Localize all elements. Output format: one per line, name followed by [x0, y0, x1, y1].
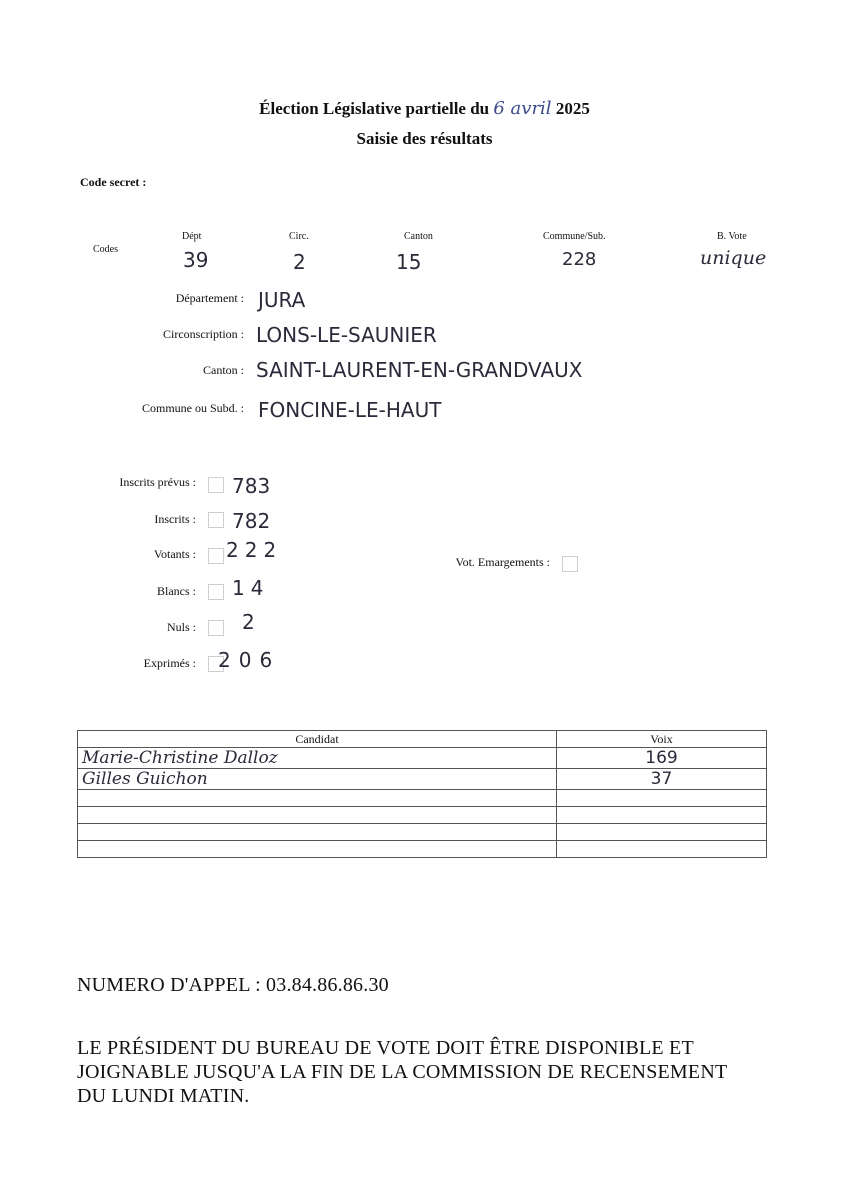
- candidate-name: Marie-Christine Dalloz: [78, 748, 557, 769]
- results-table: [77, 730, 767, 858]
- phone-line: NUMERO D'APPEL : 03.84.86.86.30: [77, 974, 389, 996]
- blancs-box: [208, 584, 224, 600]
- table-row: [78, 769, 767, 790]
- votants-box: [208, 548, 224, 564]
- table-row: [78, 790, 767, 807]
- canton-value-name: SAINT-LAURENT-EN-GRANDVAUX: [256, 358, 583, 382]
- candidate-votes: [557, 807, 767, 824]
- commune-value: 228: [562, 249, 597, 270]
- page-subtitle: Saisie des résultats: [356, 129, 493, 148]
- codes-label: Codes: [93, 244, 118, 255]
- candidate-votes: 37: [557, 769, 767, 790]
- circonscription-value: LONS-LE-SAUNIER: [256, 323, 437, 347]
- candidate-votes: [557, 824, 767, 841]
- inscrits-prevus-value: 783: [232, 474, 271, 498]
- title-prefix: Élection Législative partielle du: [259, 99, 490, 118]
- inscrits-prevus-box: [208, 477, 224, 493]
- candidate-name: [78, 824, 557, 841]
- inscrits-box: [208, 512, 224, 528]
- votants-label: Votants :: [153, 547, 196, 561]
- dept-value: 39: [183, 248, 209, 272]
- candidate-votes: 169: [557, 748, 767, 769]
- departement-label: Département :: [175, 291, 244, 305]
- bvote-value: unique: [700, 247, 767, 269]
- candidate-votes: [557, 841, 767, 858]
- candidate-name: [78, 841, 557, 858]
- blancs-value: 14: [232, 576, 270, 600]
- votes-header: Voix: [557, 731, 767, 748]
- circ-header: Circ.: [289, 231, 309, 242]
- nuls-label: Nuls :: [166, 620, 196, 634]
- notice-line-3: DU LUNDI MATIN.: [77, 1085, 250, 1107]
- table-row: [78, 807, 767, 824]
- nuls-box: [208, 620, 224, 636]
- votants-value: 222: [226, 538, 283, 562]
- candidate-name: [78, 790, 557, 807]
- departement-value: JURA: [258, 288, 306, 312]
- candidate-name: [78, 807, 557, 824]
- dept-header: Dépt: [182, 231, 202, 242]
- candidate-votes: [557, 790, 767, 807]
- page-title: [0, 98, 849, 119]
- results-header-row: [78, 731, 767, 748]
- code-secret-label: Code secret :: [80, 175, 147, 189]
- emargements-label: Vot. Emargements :: [455, 555, 550, 569]
- notice-line-2: JOIGNABLE JUSQU'A LA FIN DE LA COMMISSION DE RECENSEMENT: [77, 1061, 728, 1083]
- handwritten-date: 6 avril: [493, 98, 552, 119]
- circonscription-label: Circonscription :: [163, 327, 244, 341]
- canton-value: 15: [396, 250, 422, 274]
- table-row: [78, 841, 767, 858]
- inscrits-prevus-label: Inscrits prévus :: [119, 475, 196, 489]
- inscrits-label: Inscrits :: [154, 512, 196, 526]
- inscrits-value: 782: [232, 509, 271, 533]
- commune-value-name: FONCINE-LE-HAUT: [258, 398, 442, 422]
- canton-label: Canton :: [203, 363, 244, 377]
- commune-label: Commune ou Subd. :: [141, 401, 244, 415]
- table-row: [78, 824, 767, 841]
- table-row: [78, 748, 767, 769]
- canton-header: Canton: [404, 231, 433, 242]
- candidate-header: Candidat: [78, 731, 557, 748]
- exprimes-label: Exprimés :: [143, 656, 196, 670]
- bvote-header: B. Vote: [717, 231, 747, 242]
- candidate-name: Gilles Guichon: [78, 769, 557, 790]
- commune-header: Commune/Sub.: [543, 231, 606, 242]
- title-year: 2025: [555, 99, 590, 118]
- emargements-box: [562, 556, 578, 572]
- nuls-value: 2: [242, 610, 255, 634]
- blancs-label: Blancs :: [157, 584, 196, 598]
- exprimes-value: 206: [218, 648, 281, 672]
- circ-value: 2: [293, 250, 306, 274]
- notice-line-1: LE PRÉSIDENT DU BUREAU DE VOTE DOIT ÊTRE DISPONIBLE ET: [77, 1037, 694, 1059]
